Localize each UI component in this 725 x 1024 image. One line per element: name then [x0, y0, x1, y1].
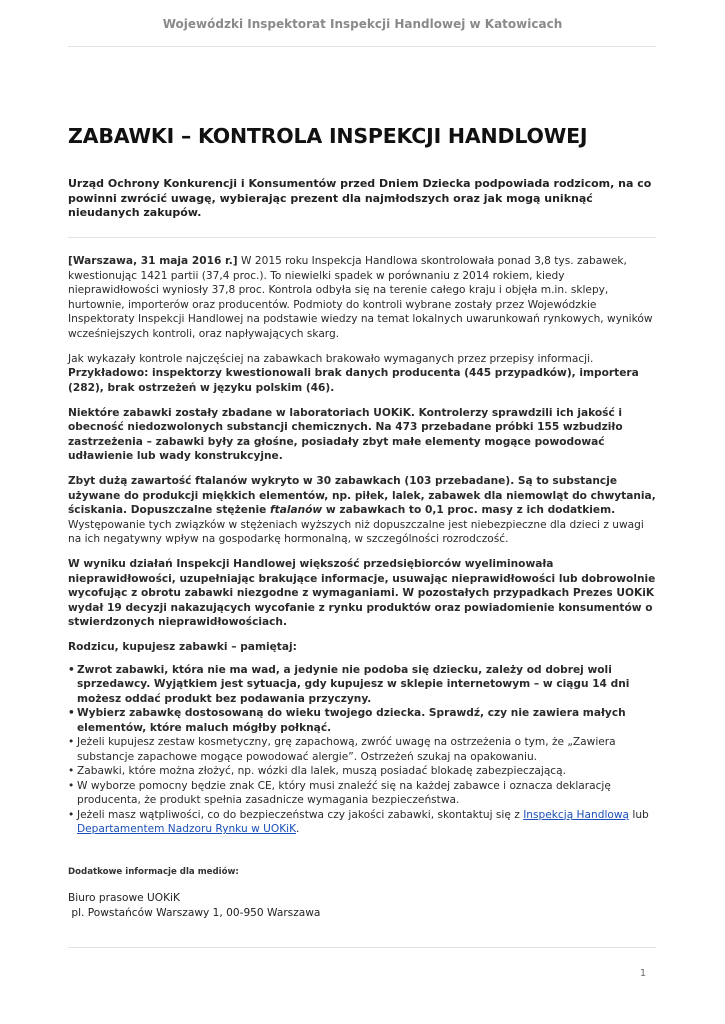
departament-nadzoru-link[interactable]: Departamentem Nadzoru Rynku w UOKiK: [77, 823, 297, 835]
tips-heading: Rodzicu, kupujesz zabawki – pamiętaj:: [68, 641, 297, 653]
tips-list: [68, 663, 658, 837]
paragraph-5: W wyniku działań Inspekcji Handlowej większość przedsiębiorców wyeliminowała nieprawidłowości, uzupełniając brakujące informacje, usuwając nieprawidłowości lub dobrowolnie wycofując z obrotu zabawki niezgodne z wymaganiami. W pozostałych przypadkach Prezes UOKiK wydał 19 decyzji nakazujących wycofanie z rynku produktów oraz powiadomienie konsumentów o stwierdzonych nieprawidłowościach.: [68, 558, 656, 628]
list-item: [68, 808, 658, 837]
header-divider: [68, 46, 656, 47]
footer-divider: [68, 947, 656, 948]
list-item: • Zwrot zabawki, która nie ma wad, a jedynie nie podoba się dziecku, zależy od dobrej woli sprzedawcy. Wyjątkiem jest sytuacja, gdy kupujesz w sklepie internetowym – w ciągu 14 dni możesz oddać produkt bez podawania przyczyny.: [68, 663, 658, 707]
paragraph-3: Niektóre zabawki zostały zbadane w laboratoriach UOKiK. Kontrolerzy sprawdzili ich jakość i obecność niedozwolonych substancji chemicznych. Na 473 przebadane próbki 155 wzbudziło zastrzeżenia – zabawki były za głośne, posiadały zbyt małe elementy mogące powodować udławienie lub wady konstrukcyjne.: [68, 406, 623, 462]
paragraph-2: [68, 352, 658, 396]
paragraph-4-italic: ftalanów: [270, 504, 323, 516]
dateline: [Warszawa, 31 maja 2016 r.]: [68, 255, 238, 267]
tip-text-end: .: [296, 823, 300, 835]
paragraph-2-text: Jak wykazały kontrole najczęściej na zabawkach brakowało wymaganych przez przepisy informacji.: [68, 352, 594, 365]
paragraph-2-bold: Przykładowo: inspektorzy kwestionowali brak danych producenta (445 przypadków), importera (282), brak ostrzeżeń w języku polskim (46).: [68, 367, 639, 394]
paragraph-4-rest: Występowanie tych związków w stężeniach wyższych niż dopuszczalne jest niebezpieczne dla dzieci z uwagi na ich negatywny wpływ na gospodarkę hormonalną, w szczególności rozrodczość.: [68, 518, 644, 545]
list-item: • Wybierz zabawkę dostosowaną do wieku twojego dziecka. Sprawdź, czy nie zawiera małych elementów, które maluch mógłby połknąć.: [68, 706, 658, 735]
lead-divider: [68, 237, 656, 238]
list-item: • Zabawki, które można złożyć, np. wózki dla lalek, muszą posiadać blokadę zabezpieczającą.: [68, 764, 658, 779]
contact-block: [68, 891, 320, 921]
page-title: ZABAWKI – KONTROLA INSPEKCJI HANDLOWEJ: [68, 124, 588, 148]
paragraph-4-bold-2: w zabawkach to 0,1 proc. masy z ich dodatkiem.: [322, 504, 616, 516]
tip-text: Jeżeli masz wątpliwości, co do bezpieczeństwa czy jakości zabawki, skontaktuj się z: [77, 808, 524, 821]
media-info-label: Dodatkowe informacje dla mediów:: [68, 867, 239, 877]
page-number: 1: [640, 968, 647, 979]
list-item: • W wyborze pomocny będzie znak CE, który musi znaleźć się na każdej zabawce i oznacza deklarację producenta, że produkt spełnia zasadnicze wymagania bezpieczeństwa.: [68, 779, 658, 808]
document-header: Wojewódzki Inspektorat Inspekcji Handlowej w Katowicach: [162, 17, 563, 31]
inspekcja-handlowa-link[interactable]: Inspekcją Handlową: [523, 808, 630, 821]
contact-office: Biuro prasowe UOKiK: [68, 892, 180, 904]
paragraph-1-text: W 2015 roku Inspekcja Handlowa skontrolowała ponad 3,8 tys. zabawek, kwestionując 1421 partii (37,4 proc.). To niewielki spadek w porównaniu z 2014 rokiem, kiedy nieprawidłowości wyniosły 37,8 proc. Kontrola odbyła się na terenie całego kraju i objęła m.in. sklepy, hurtownie, importerów oraz producentów. Podmioty do kontroli wybrane zostały przez Wojewódzkie Inspektoraty Inspekcji Handlowej na podstawie wiedzy na temat lokalnych uwarunkowań rynkowych, wyników wcześniejszych kontroli, oraz napływających skarg.: [68, 255, 653, 340]
paragraph-4: [68, 474, 658, 547]
lead-paragraph: Urząd Ochrony Konkurencji i Konsumentów przed Dniem Dziecka podpowiada rodzicom, na co powinni zwrócić uwagę, wybierając prezent dla najmłodszych oraz jak mogą uniknąć nieudanych zakupów.: [68, 177, 652, 219]
paragraph-4-bold: Zbyt dużą zawartość ftalanów wykryto w 30 zabawkach (103 przebadane). Są to substancje używane do produkcji miękkich elementów, np. piłek, lalek, zabawek dla niemowląt do chwytania, ściskania. Dopuszczalne stężenie: [68, 475, 656, 516]
paragraph-1: [68, 254, 658, 341]
list-item: • Jeżeli kupujesz zestaw kosmetyczny, grę zapachową, zwróć uwagę na ostrzeżenia o tym, że „Zawiera substancje zapachowe mogące powodować alergie”. Ostrzeżeń szukaj na opakowaniu.: [68, 735, 658, 764]
tip-text-or: lub: [629, 808, 649, 821]
article-body: [68, 254, 658, 837]
contact-address: pl. Powstańców Warszawy 1, 00-950 Warszawa: [68, 907, 321, 919]
